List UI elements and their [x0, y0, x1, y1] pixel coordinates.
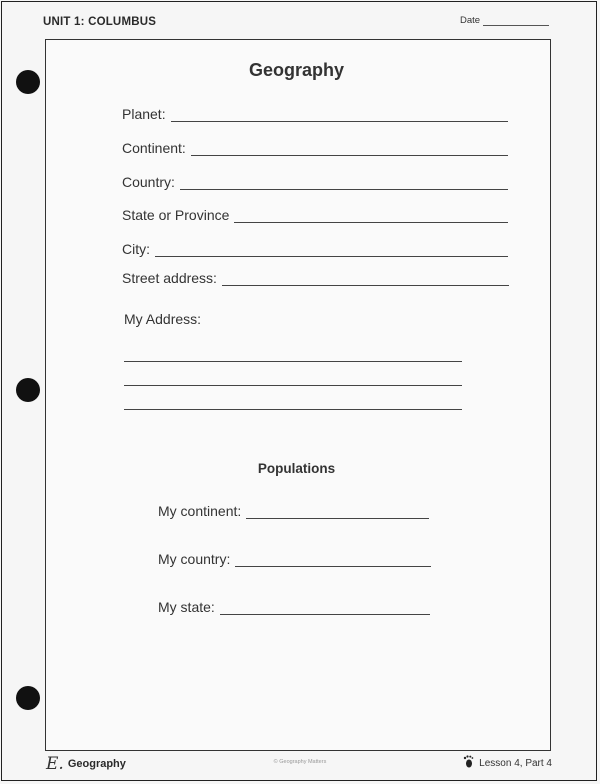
- date-label: Date: [460, 15, 481, 26]
- field-blank[interactable]: [191, 141, 508, 156]
- population-blank[interactable]: [220, 600, 430, 615]
- field-label: Country:: [122, 174, 175, 190]
- population-label: My continent:: [158, 503, 242, 519]
- field-label: Planet:: [122, 106, 166, 122]
- footprint-icon-svg: [463, 755, 474, 768]
- field-blank[interactable]: [222, 271, 509, 286]
- address-label: My Address:: [124, 311, 202, 327]
- population-state: [158, 599, 430, 615]
- unit-label: UNIT 1:: [43, 16, 85, 28]
- field-country: [122, 174, 508, 190]
- population-blank[interactable]: [246, 504, 429, 519]
- address-line-1[interactable]: [124, 361, 462, 362]
- footer-subject: Geography: [67, 758, 126, 770]
- field-city: [122, 241, 508, 257]
- publisher-logo: E.: [46, 754, 64, 774]
- field-planet: [122, 106, 508, 122]
- field-blank[interactable]: [155, 242, 508, 257]
- field-label: City:: [122, 241, 150, 257]
- address-line-2[interactable]: [124, 385, 462, 386]
- field-label: Street address:: [122, 270, 217, 286]
- field-state: [122, 207, 508, 223]
- unit-name: COLUMBUS: [88, 16, 157, 28]
- footprint-icon: [463, 755, 474, 771]
- population-country: [158, 551, 431, 567]
- address-line-3[interactable]: [124, 409, 462, 410]
- binder-hole-middle: [16, 378, 40, 402]
- unit-heading: [43, 16, 156, 28]
- field-blank[interactable]: [180, 175, 508, 190]
- footer-copyright: © Geography Matters: [273, 759, 327, 765]
- field-street-address: [122, 270, 509, 286]
- footer-lesson: [463, 755, 552, 771]
- field-blank[interactable]: [171, 107, 508, 122]
- lesson-label: Lesson 4, Part 4: [479, 757, 552, 769]
- population-blank[interactable]: [235, 552, 431, 567]
- date-field: [460, 15, 549, 26]
- binder-hole-bottom: [16, 686, 40, 710]
- worksheet-title: Geography: [248, 60, 345, 80]
- populations-title: Populations: [257, 461, 336, 476]
- field-label: State or Province: [122, 207, 230, 223]
- field-blank[interactable]: [234, 208, 508, 223]
- population-continent: [158, 503, 429, 519]
- population-label: My country:: [158, 551, 231, 567]
- field-label: Continent:: [122, 140, 186, 156]
- field-continent: [122, 140, 508, 156]
- date-blank[interactable]: [483, 15, 549, 26]
- population-label: My state:: [158, 599, 215, 615]
